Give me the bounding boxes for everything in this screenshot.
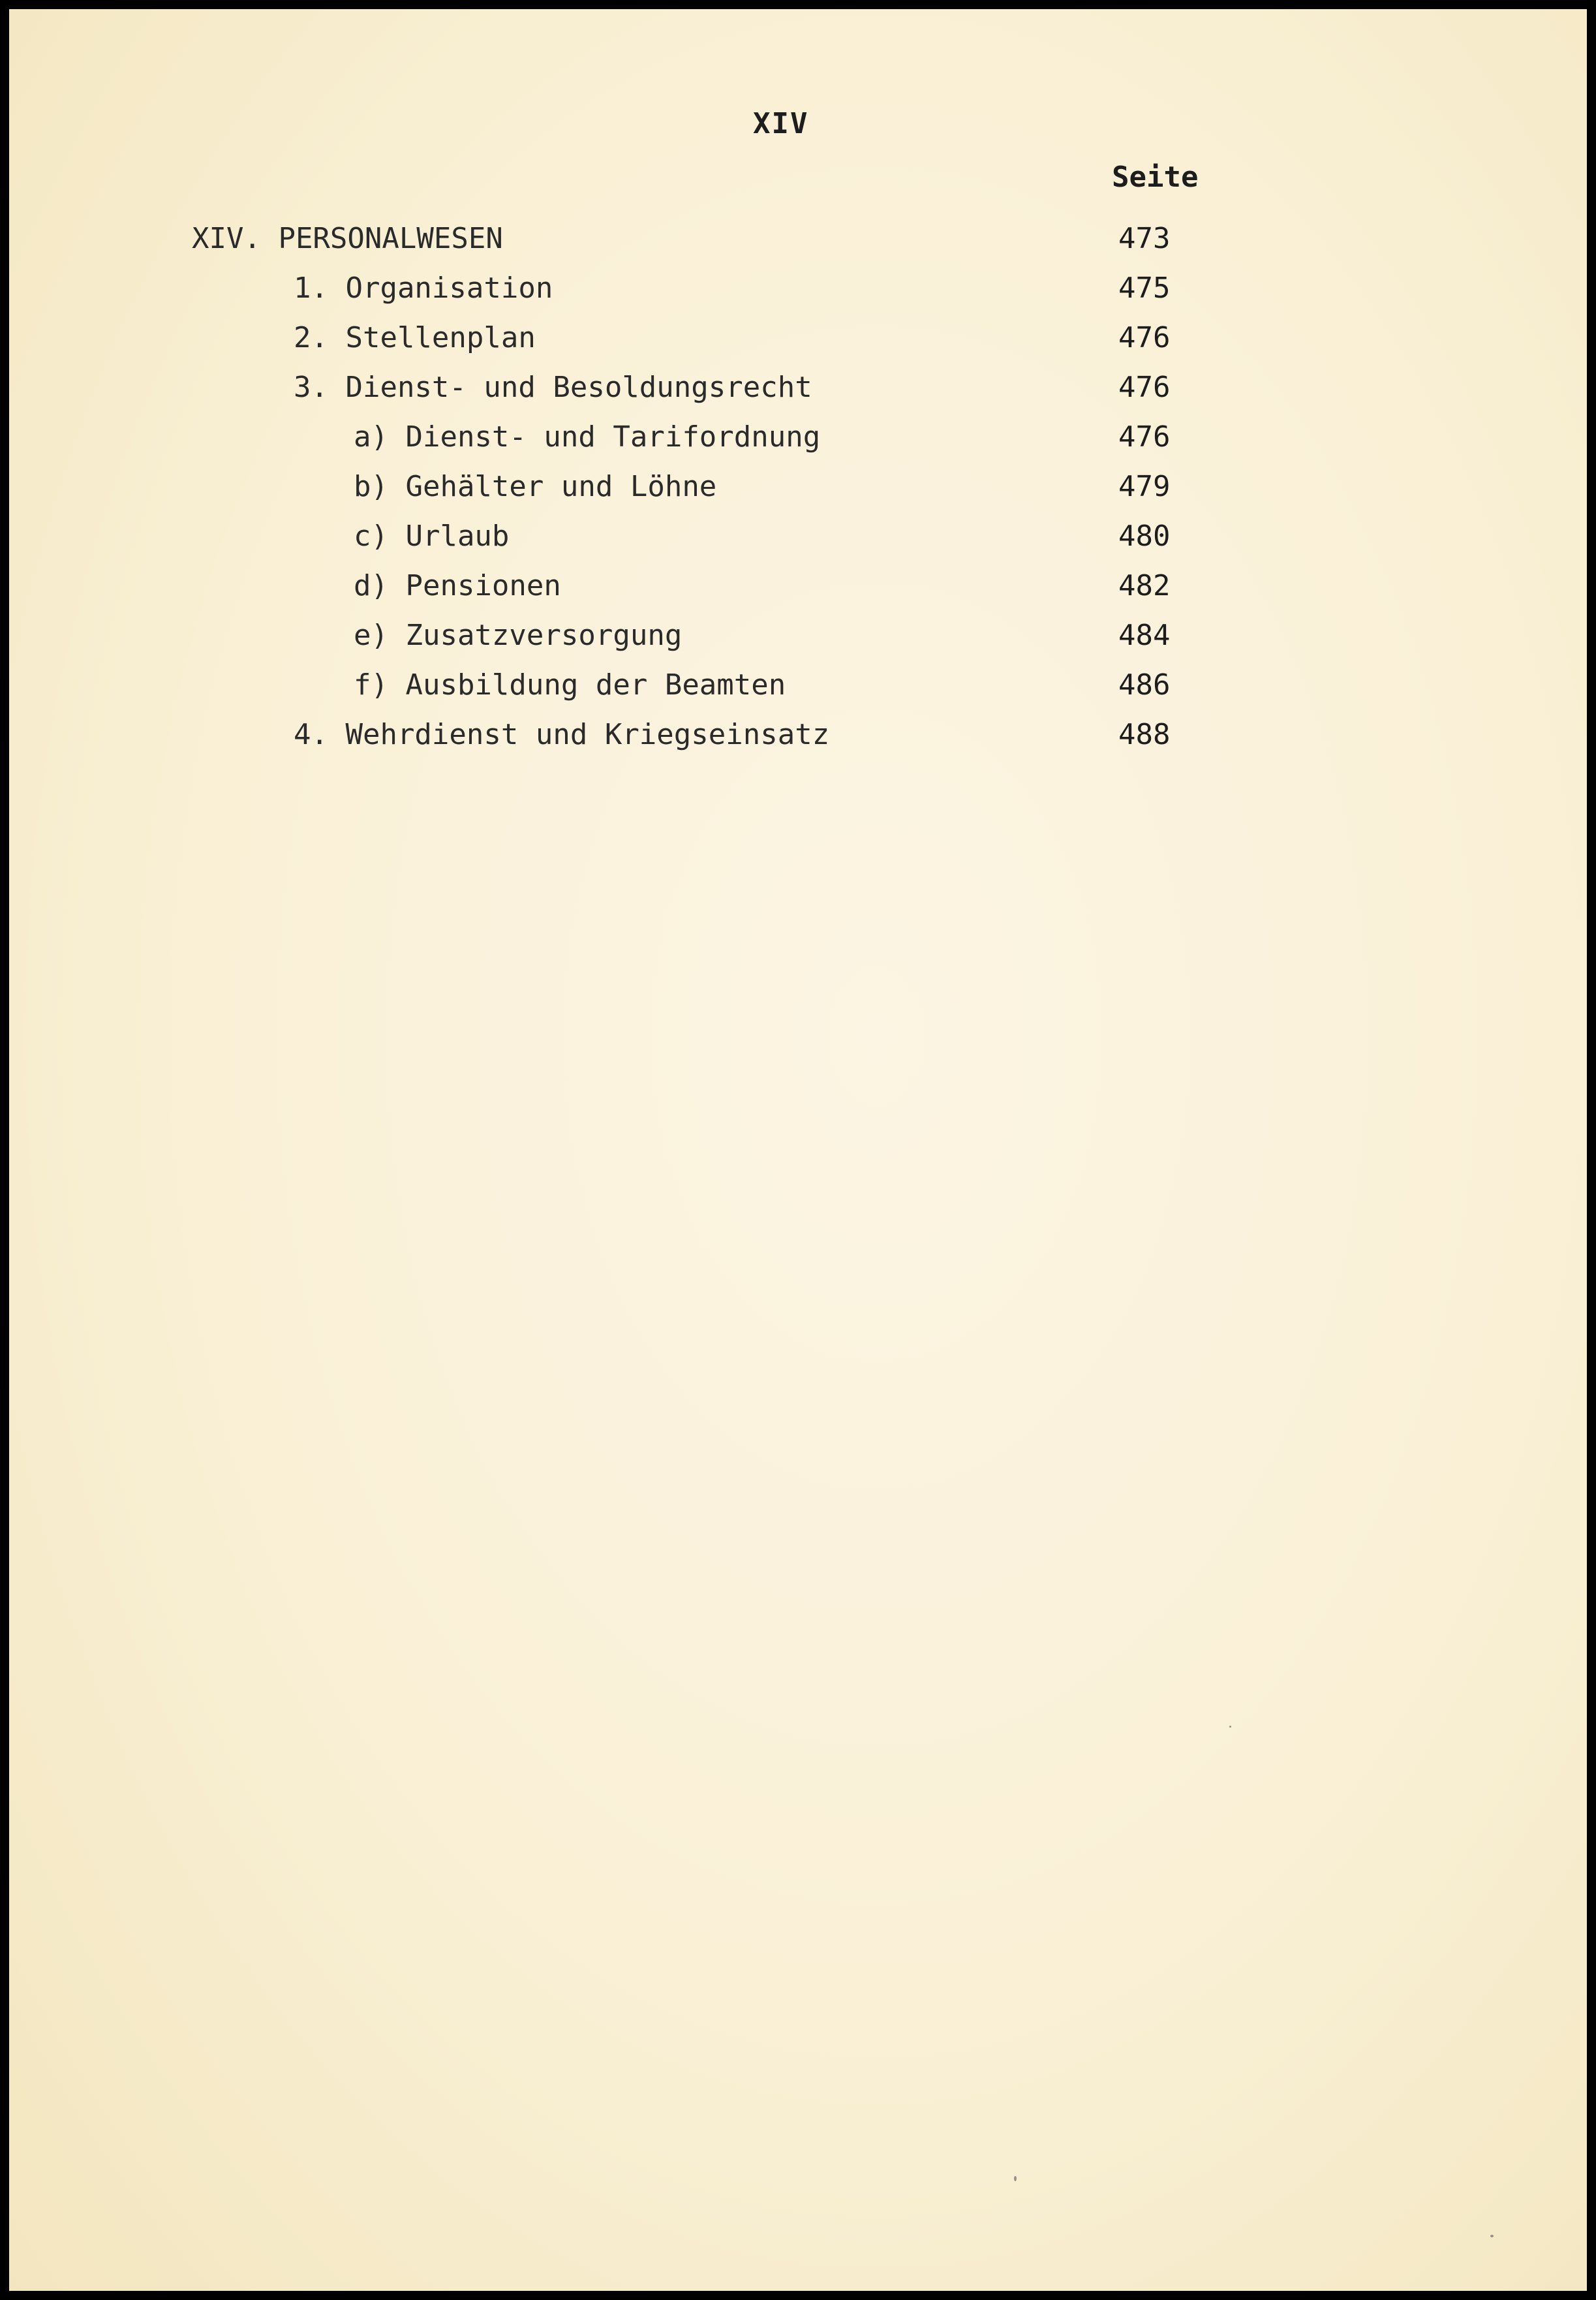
toc-label: c) Urlaub — [354, 520, 510, 553]
toc-page-number: 488 — [1118, 718, 1171, 751]
paper-speck — [1490, 2235, 1494, 2237]
toc-label: a) Dienst- und Tarifordnung — [354, 420, 821, 454]
page-column-header: Seite — [1112, 161, 1199, 194]
toc-page-number: 476 — [1118, 420, 1171, 454]
toc-label: b) Gehälter und Löhne — [354, 470, 717, 503]
toc-label: d) Pensionen — [354, 569, 561, 602]
paper-speck — [1229, 1726, 1231, 1728]
toc-label: 3. Dienst- und Besoldungsrecht — [294, 371, 812, 404]
toc-label: 1. Organisation — [294, 272, 553, 305]
paper-speck — [1014, 2176, 1017, 2181]
toc-label: f) Ausbildung der Beamten — [354, 668, 786, 702]
toc-page-number: 476 — [1118, 321, 1171, 354]
toc-page-number: 475 — [1118, 272, 1171, 305]
toc-label: 4. Wehrdienst und Kriegseinsatz — [294, 718, 830, 751]
toc-page-number: 486 — [1118, 668, 1171, 702]
toc-label: 2. Stellenplan — [294, 321, 536, 354]
document-page — [9, 9, 1587, 2291]
toc-page-number: 484 — [1118, 619, 1171, 652]
toc-page-number: 480 — [1118, 520, 1171, 553]
toc-page-number: 473 — [1118, 222, 1171, 255]
toc-page-number: 479 — [1118, 470, 1171, 503]
toc-label: XIV. PERSONALWESEN — [192, 222, 503, 255]
toc-label: e) Zusatzversorgung — [354, 619, 683, 652]
toc-page-number: 482 — [1118, 569, 1171, 602]
volume-number: XIV — [753, 107, 809, 140]
toc-section — [294, 718, 1171, 835]
toc-page-number: 476 — [1118, 371, 1171, 404]
